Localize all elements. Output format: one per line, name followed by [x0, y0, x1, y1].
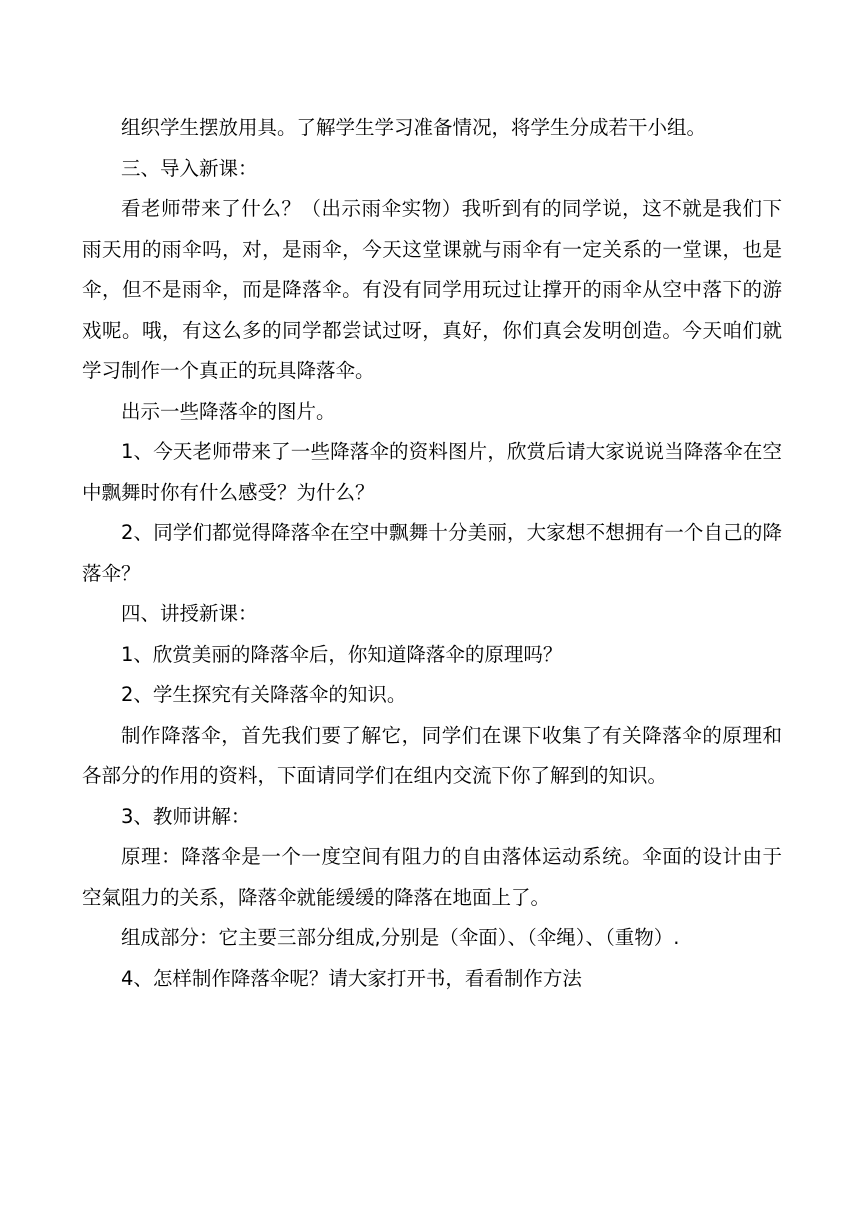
paragraph-umbrella-intro: 看老师带来了什么？（出示雨伞实物）我听到有的同学说，这不就是我们下雨天用的雨伞吗，对，是雨伞，今天这堂课就与雨伞有一定关系的一堂课，也是伞，但不是雨伞，而是降落伞。有没有同学用玩过让撑开的雨伞从空中落下的游戏呢。哦，有这么多的同学都尝试过呀，真好，你们真会发明创造。今天咱们就学习制作一个真正的玩具降落伞。	[82, 197, 782, 382]
paragraph-show-pictures: 出示一些降落伞的图片。	[121, 399, 336, 423]
heading-teach-new-lesson: 四、讲授新课：	[121, 602, 258, 625]
paragraph-principle: 原理：降落伞是一个一度空间有阻力的自由落体运动系统。伞面的设计由于空氣阻力的关系，降落伞就能缓缓的降落在地面上了。	[82, 845, 782, 909]
paragraph-organize-students: 组织学生摆放用具。了解学生学习准备情况，将学生分成若干小组。	[121, 116, 707, 139]
paragraph-step-1-principle-question: 1、欣赏美丽的降落伞后，你知道降落伞的原理吗？	[121, 642, 563, 666]
paragraph-making-parachute: 制作降落伞，首先我们要了解它，同学们在课下收集了有关降落伞的原理和各部分的作用的资料，下面请同学们在组内交流下你了解到的知识。	[82, 723, 782, 787]
paragraph-step-2-explore: 2、学生探究有关降落伞的知识。	[121, 683, 407, 706]
paragraph-step-2-own-parachute: 2、同学们都觉得降落伞在空中飘舞十分美丽，大家想不想拥有一个自己的降落伞？	[82, 521, 782, 585]
heading-introduce-new-lesson: 三、导入新课：	[121, 156, 258, 180]
paragraph-step-3-teacher-explains: 3、教师讲解：	[121, 804, 251, 828]
paragraph-step-1-pictures: 1、今天老师带来了一些降落伞的资料图片，欣赏后请大家说说当降落伞在空中飘舞时你有什么感受？为什么？	[82, 440, 782, 504]
document-body	[82, 108, 782, 999]
paragraph-step-4-how-to-make: 4、怎样制作降落伞呢？请大家打开书，看看制作方法	[121, 966, 582, 990]
paragraph-components: 组成部分：它主要三部分组成,分别是（伞面）、（伞绳）、（重物）.	[121, 926, 680, 949]
